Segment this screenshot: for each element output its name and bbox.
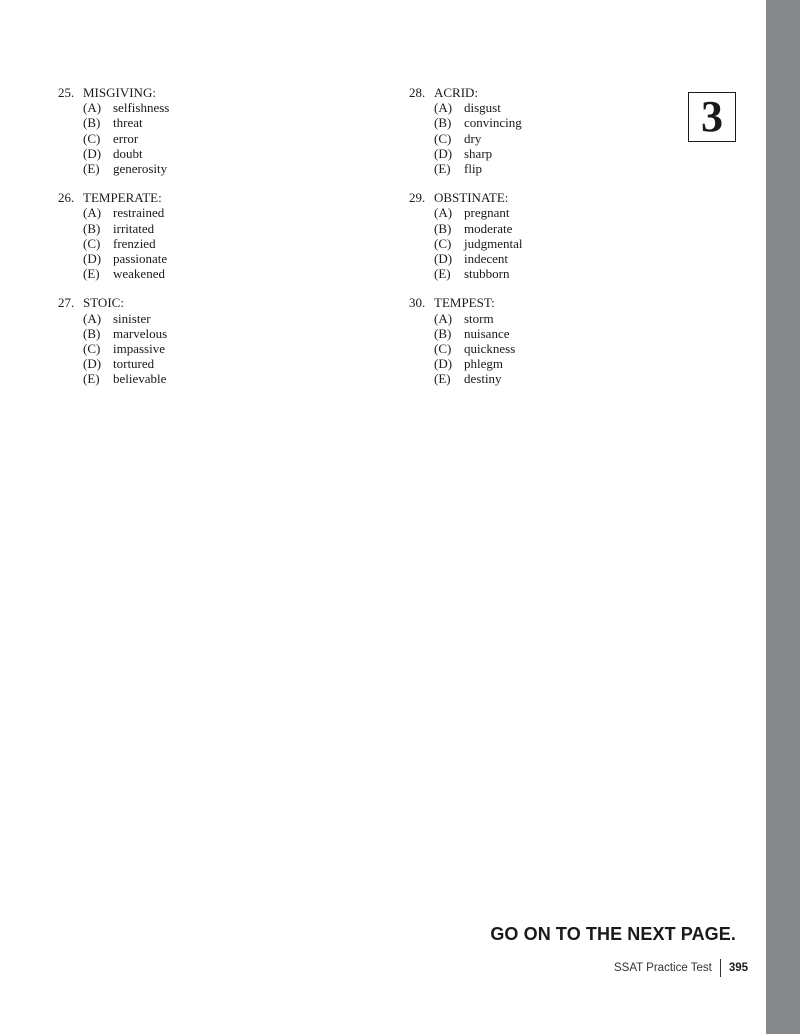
choice-text: selfishness <box>113 100 170 116</box>
answer-choice <box>409 266 709 281</box>
choice-text: phlegm <box>464 356 503 372</box>
answer-choice <box>409 311 709 326</box>
answer-choice <box>409 326 709 341</box>
choice-letter: (D) <box>434 251 453 267</box>
choice-letter: (B) <box>434 325 452 341</box>
answer-choice <box>409 146 709 161</box>
choice-letter: (E) <box>83 371 100 387</box>
question-word: TEMPEST: <box>434 295 495 311</box>
answer-choice <box>58 205 358 220</box>
answer-choice <box>409 131 709 146</box>
answer-choice <box>58 146 358 161</box>
choice-letter: (C) <box>434 235 452 251</box>
section-number: 3 <box>701 92 723 141</box>
choice-text: passionate <box>113 251 168 267</box>
choice-text: sharp <box>464 145 493 161</box>
choice-letter: (A) <box>434 310 453 326</box>
choice-text: frenzied <box>113 235 156 251</box>
answer-choice <box>409 371 709 386</box>
questions-column-right <box>409 85 709 401</box>
answer-choice <box>409 221 709 236</box>
question-stem <box>58 85 358 100</box>
choice-letter: (E) <box>83 266 100 282</box>
choice-text: impassive <box>113 341 165 357</box>
footer-title: SSAT Practice Test <box>614 962 712 974</box>
choice-text: disgust <box>464 100 501 116</box>
choice-letter: (A) <box>83 205 102 221</box>
choice-letter: (B) <box>434 115 452 131</box>
choice-text: stubborn <box>464 266 510 282</box>
answer-choice <box>58 251 358 266</box>
question-stem <box>409 295 709 310</box>
choice-letter: (D) <box>434 356 453 372</box>
answer-choice <box>409 100 709 115</box>
choice-text: judgmental <box>464 235 523 251</box>
choice-text: sinister <box>113 310 151 326</box>
answer-choice <box>58 221 358 236</box>
choice-letter: (E) <box>434 266 451 282</box>
question-number: 30. <box>409 295 426 311</box>
answer-choice <box>58 236 358 251</box>
choice-text: tortured <box>113 356 155 372</box>
choice-letter: (D) <box>83 145 102 161</box>
answer-choice <box>58 161 358 176</box>
question-word: ACRID: <box>434 85 479 100</box>
question-item <box>58 295 358 386</box>
choice-letter: (A) <box>83 310 102 326</box>
page-number: 395 <box>728 962 748 974</box>
choice-text: generosity <box>113 161 168 177</box>
choice-text: believable <box>113 371 167 387</box>
question-word: STOIC: <box>83 295 124 311</box>
choice-letter: (E) <box>434 371 451 387</box>
question-word: MISGIVING: <box>83 85 156 100</box>
answer-choice <box>409 341 709 356</box>
choice-letter: (D) <box>434 145 453 161</box>
choice-text: moderate <box>464 220 513 236</box>
choice-text: convincing <box>464 115 522 131</box>
question-number: 28. <box>409 85 426 100</box>
choice-letter: (C) <box>434 130 452 146</box>
choice-letter: (B) <box>434 220 452 236</box>
question-item <box>409 190 709 281</box>
question-number: 27. <box>58 295 75 311</box>
answer-choice <box>58 131 358 146</box>
answer-choice <box>58 266 358 281</box>
question-word: OBSTINATE: <box>434 190 509 206</box>
choice-text: irritated <box>113 220 155 236</box>
answer-choice <box>58 341 358 356</box>
footer-divider <box>720 959 721 977</box>
choice-letter: (A) <box>434 100 453 116</box>
answer-choice <box>58 311 358 326</box>
answer-choice <box>58 356 358 371</box>
choice-text: quickness <box>464 341 516 357</box>
choice-letter: (B) <box>83 220 101 236</box>
questions-column-left <box>58 85 358 401</box>
question-stem <box>409 190 709 205</box>
choice-letter: (C) <box>83 130 101 146</box>
choice-text: storm <box>464 310 494 326</box>
choice-text: dry <box>464 130 482 146</box>
answer-choice <box>58 326 358 341</box>
choice-text: nuisance <box>464 325 510 341</box>
answer-choice <box>409 356 709 371</box>
choice-text: destiny <box>464 371 502 387</box>
question-stem <box>409 85 709 100</box>
page-footer <box>614 958 748 978</box>
choice-letter: (D) <box>83 356 102 372</box>
choice-letter: (C) <box>434 341 452 357</box>
choice-letter: (B) <box>83 325 101 341</box>
question-item <box>409 85 709 176</box>
answer-choice <box>409 236 709 251</box>
choice-text: pregnant <box>464 205 510 221</box>
choice-letter: (B) <box>83 115 101 131</box>
question-number: 26. <box>58 190 75 206</box>
choice-text: doubt <box>113 145 143 161</box>
answer-choice <box>409 115 709 130</box>
answer-choice <box>58 115 358 130</box>
question-item <box>409 295 709 386</box>
choice-text: threat <box>113 115 143 131</box>
side-tab-bar <box>766 0 800 1034</box>
question-item <box>58 190 358 281</box>
section-number-box <box>688 92 736 142</box>
choice-letter: (E) <box>434 161 451 177</box>
choice-text: marvelous <box>113 325 168 341</box>
question-number: 29. <box>409 190 426 206</box>
choice-text: restrained <box>113 205 165 221</box>
choice-text: indecent <box>464 251 509 267</box>
question-stem <box>58 295 358 310</box>
choice-letter: (E) <box>83 161 100 177</box>
question-number: 25. <box>58 85 75 100</box>
question-word: TEMPERATE: <box>83 190 162 206</box>
question-stem <box>58 190 358 205</box>
answer-choice <box>58 371 358 386</box>
next-page-instruction: GO ON TO THE NEXT PAGE. <box>490 924 736 944</box>
choice-letter: (A) <box>434 205 453 221</box>
answer-choice <box>409 251 709 266</box>
answer-choice <box>409 205 709 220</box>
choice-letter: (A) <box>83 100 102 116</box>
choice-letter: (C) <box>83 235 101 251</box>
choice-letter: (C) <box>83 341 101 357</box>
choice-text: error <box>113 130 139 146</box>
choice-letter: (D) <box>83 251 102 267</box>
answer-choice <box>409 161 709 176</box>
answer-choice <box>58 100 358 115</box>
question-item <box>58 85 358 176</box>
choice-text: flip <box>464 161 483 177</box>
choice-text: weakened <box>113 266 165 282</box>
